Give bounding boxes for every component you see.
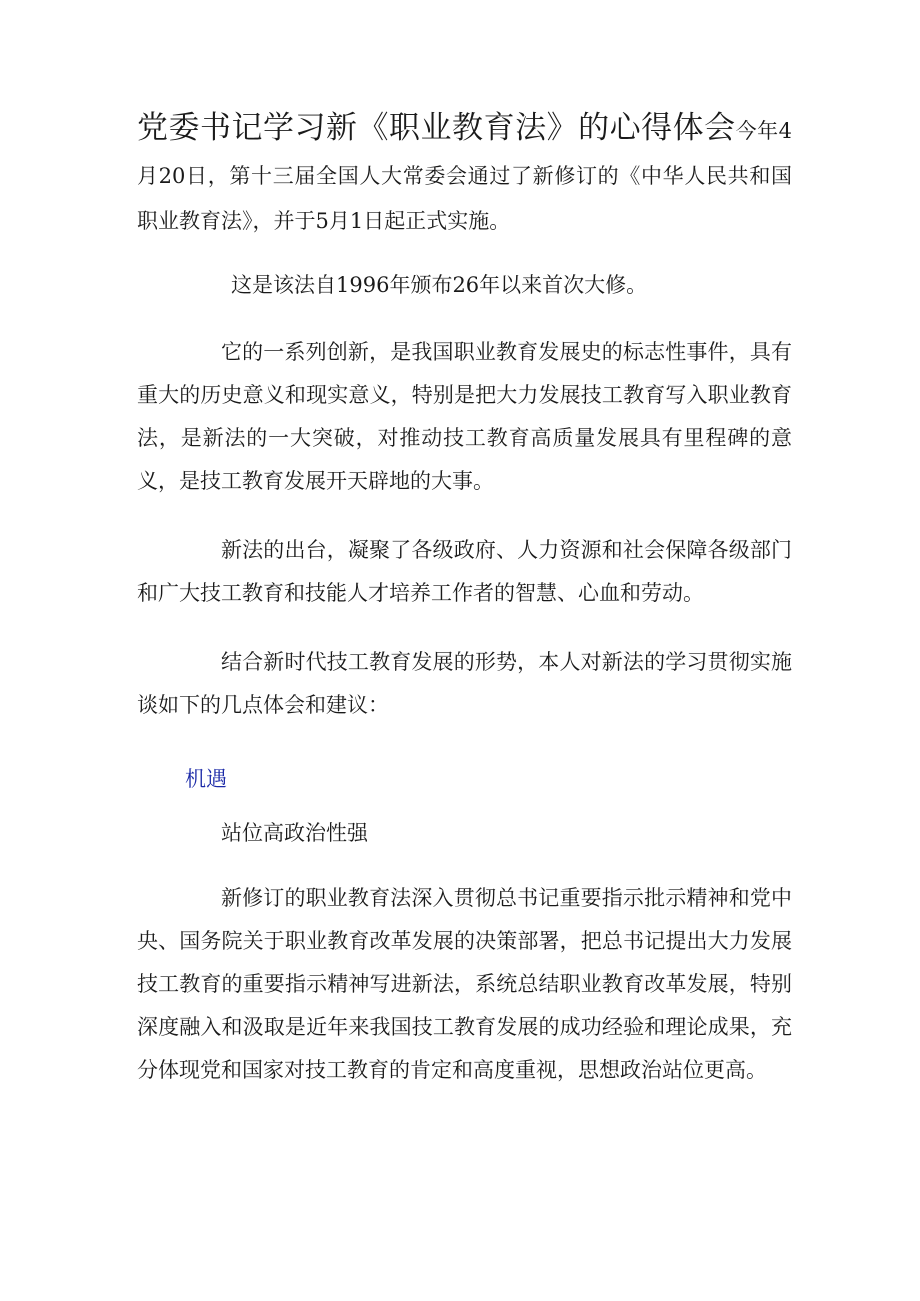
paragraph-1: 这是该法自1996年颁布26年以来首次大修。 xyxy=(231,273,648,297)
document-body xyxy=(137,106,792,1092)
paragraph-3: 新法的出台，凝聚了各级政府、人力资源和社会保障各级部门和广大技工教育和技能人才培养工作者的智慧、心血和劳动。 xyxy=(137,538,792,605)
document-title: 党委书记学习新《职业教育法》的心得体会 xyxy=(137,110,736,146)
subheading: 站位高政治性强 xyxy=(221,821,368,845)
intro-text: 今年4月20日，第十三届全国人大常委会通过了新修订的《中华人民共和国职业教育法》，并于5月1日起正式实施。 xyxy=(137,119,792,233)
section-heading-opportunity[interactable]: 机遇 xyxy=(185,767,227,791)
paragraph-2: 它的一系列创新，是我国职业教育发展史的标志性事件，具有重大的历史意义和现实意义，特别是把大力发展技工教育写入职业教育法，是新法的一大突破，对推动技工教育高质量发展具有里程碑的意义，是技工教育发展开天辟地的大事。 xyxy=(137,340,792,493)
intro-paragraph xyxy=(137,106,792,244)
section-paragraph-1: 新修订的职业教育法深入贯彻总书记重要指示批示精神和党中央、国务院关于职业教育改革发展的决策部署，把总书记提出大力发展技工教育的重要指示精神写进新法，系统总结职业教育改革发展，特别深度融入和汲取是近年来我国技工教育发展的成功经验和理论成果，充分体现党和国家对技工教育的肯定和高度重视，思想政治站位更高。 xyxy=(137,886,792,1082)
paragraph-4: 结合新时代技工教育发展的形势，本人对新法的学习贯彻实施谈如下的几点体会和建议： xyxy=(137,650,792,717)
